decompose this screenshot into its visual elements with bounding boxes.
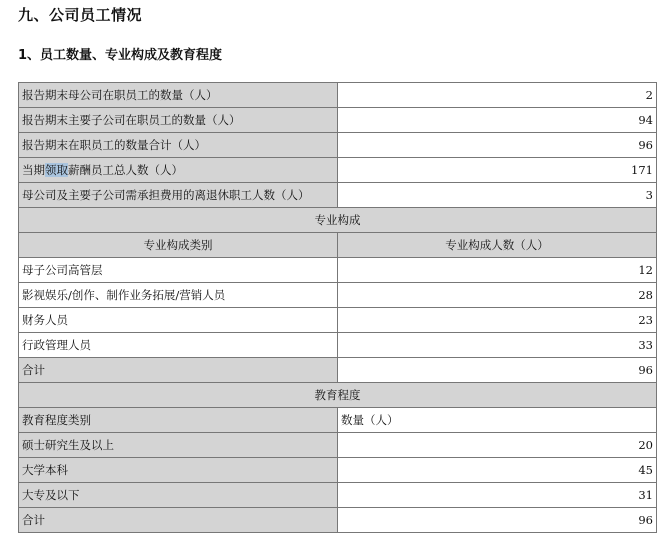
row-value: 28 [338, 283, 657, 308]
row-value: 33 [338, 333, 657, 358]
column-header-row [19, 408, 657, 433]
column-header: 专业构成人数（人） [338, 233, 657, 258]
row-label: 报告期末在职员工的数量合计（人） [19, 133, 338, 158]
row-value: 96 [338, 133, 657, 158]
table-row [19, 358, 657, 383]
row-value: 2 [338, 83, 657, 108]
table-row [19, 258, 657, 283]
table-row [19, 158, 657, 183]
row-label: 母公司及主要子公司需承担费用的离退休职工人数（人） [19, 183, 338, 208]
section-header-row [19, 383, 657, 408]
label-text: 当期 [22, 163, 45, 177]
row-label: 报告期末主要子公司在职员工的数量（人） [19, 108, 338, 133]
row-value: 31 [338, 483, 657, 508]
row-value: 12 [338, 258, 657, 283]
row-label [19, 158, 338, 183]
section-subtitle: 1、员工数量、专业构成及教育程度 [18, 48, 223, 63]
page-title: 九、公司员工情况 [18, 6, 143, 24]
column-header: 数量（人） [338, 408, 657, 433]
row-value: 94 [338, 108, 657, 133]
row-label: 母子公司高管层 [19, 258, 338, 283]
row-label: 行政管理人员 [19, 333, 338, 358]
section-title: 专业构成 [19, 208, 657, 233]
row-label: 报告期末母公司在职员工的数量（人） [19, 83, 338, 108]
row-value: 96 [338, 358, 657, 383]
section-title: 教育程度 [19, 383, 657, 408]
row-label: 合计 [19, 358, 338, 383]
table-row [19, 433, 657, 458]
column-header: 教育程度类别 [19, 408, 338, 433]
column-header-row [19, 233, 657, 258]
row-label: 大专及以下 [19, 483, 338, 508]
row-label: 影视娱乐/创作、制作业务拓展/营销人员 [19, 283, 338, 308]
label-text: 薪酬员工总人数（人） [68, 163, 183, 177]
employee-table [18, 82, 657, 533]
row-value: 3 [338, 183, 657, 208]
row-value: 171 [338, 158, 657, 183]
row-value: 96 [338, 508, 657, 533]
table-row [19, 83, 657, 108]
table-row [19, 133, 657, 158]
row-label: 财务人员 [19, 308, 338, 333]
section-header-row [19, 208, 657, 233]
row-value: 23 [338, 308, 657, 333]
table-row [19, 333, 657, 358]
table-row [19, 183, 657, 208]
table-row [19, 108, 657, 133]
row-label: 合计 [19, 508, 338, 533]
table-row [19, 308, 657, 333]
table-row [19, 283, 657, 308]
highlighted-text: 领取 [45, 163, 68, 177]
table-row [19, 508, 657, 533]
row-value: 20 [338, 433, 657, 458]
table-row [19, 458, 657, 483]
row-label: 硕士研究生及以上 [19, 433, 338, 458]
row-value: 45 [338, 458, 657, 483]
table-row [19, 483, 657, 508]
column-header: 专业构成类别 [19, 233, 338, 258]
row-label: 大学本科 [19, 458, 338, 483]
